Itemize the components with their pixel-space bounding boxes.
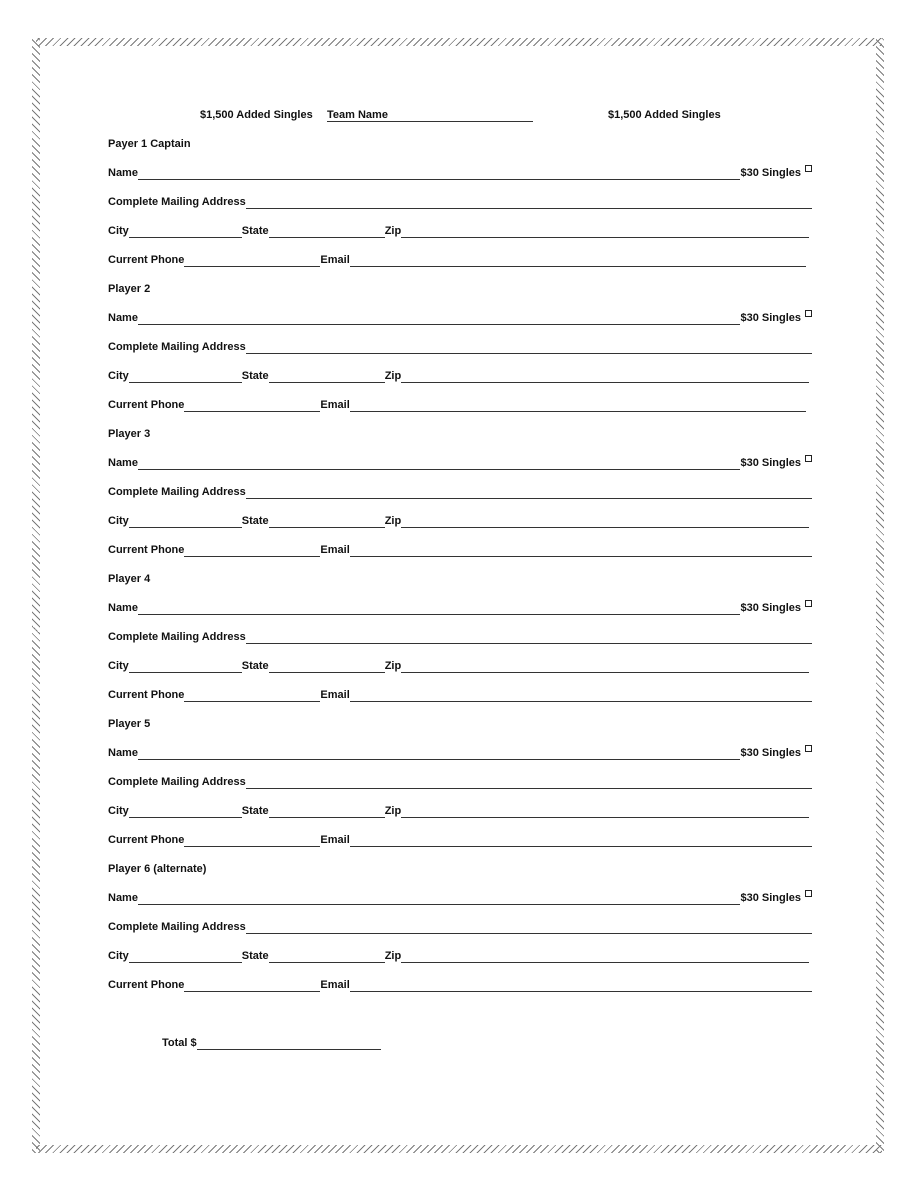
state-blank[interactable]	[269, 369, 385, 383]
email-blank[interactable]	[350, 398, 806, 412]
city-label: City	[108, 950, 129, 962]
address-row	[108, 775, 812, 804]
singles-label: $30 Singles	[740, 312, 801, 324]
city-blank[interactable]	[129, 369, 242, 383]
phone-label: Current Phone	[108, 689, 185, 701]
state-blank[interactable]	[269, 224, 385, 238]
zip-blank[interactable]	[401, 224, 809, 238]
player-title: Player 6 (alternate)	[108, 863, 207, 875]
phone-blank[interactable]	[184, 978, 320, 992]
name-blank[interactable]	[138, 601, 740, 615]
city-label: City	[108, 370, 129, 382]
zip-blank[interactable]	[401, 949, 809, 963]
player-title: Player 4	[108, 573, 151, 585]
email-label: Email	[320, 254, 350, 266]
total-field	[162, 1036, 381, 1050]
decorative-border-bottom	[36, 1145, 882, 1153]
phone-blank[interactable]	[184, 398, 320, 412]
email-label: Email	[320, 689, 350, 701]
singles-checkbox[interactable]	[805, 455, 812, 462]
name-row	[108, 746, 812, 775]
name-blank[interactable]	[138, 166, 740, 180]
team-name-blank[interactable]	[327, 108, 533, 122]
city-blank[interactable]	[129, 514, 242, 528]
singles-checkbox[interactable]	[805, 600, 812, 607]
singles-label: $30 Singles	[740, 747, 801, 759]
email-blank[interactable]	[350, 253, 806, 267]
singles-label: $30 Singles	[740, 167, 801, 179]
name-blank[interactable]	[138, 456, 740, 470]
singles-checkbox[interactable]	[805, 890, 812, 897]
email-blank[interactable]	[350, 833, 812, 847]
name-label: Name	[108, 312, 138, 324]
phone-blank[interactable]	[184, 833, 320, 847]
singles-label: $30 Singles	[740, 602, 801, 614]
address-label: Complete Mailing Address	[108, 196, 246, 208]
phone-email-row	[108, 253, 812, 282]
phone-label: Current Phone	[108, 979, 185, 991]
state-blank[interactable]	[269, 949, 385, 963]
address-label: Complete Mailing Address	[108, 631, 246, 643]
city-blank[interactable]	[129, 224, 242, 238]
player-block	[108, 862, 812, 1007]
player-block	[108, 137, 812, 282]
city-label: City	[108, 225, 129, 237]
address-row	[108, 485, 812, 514]
state-label: State	[241, 515, 269, 527]
name-label: Name	[108, 602, 138, 614]
phone-blank[interactable]	[184, 543, 320, 557]
phone-label: Current Phone	[108, 254, 185, 266]
phone-label: Current Phone	[108, 544, 185, 556]
name-blank[interactable]	[138, 746, 740, 760]
phone-email-row	[108, 688, 812, 717]
address-row	[108, 630, 812, 659]
city-label: City	[108, 805, 129, 817]
city-label: City	[108, 660, 129, 672]
address-blank[interactable]	[246, 920, 812, 934]
team-name-label: Team Name	[327, 109, 388, 121]
singles-checkbox[interactable]	[805, 165, 812, 172]
zip-label: Zip	[384, 950, 402, 962]
state-label: State	[241, 370, 269, 382]
address-label: Complete Mailing Address	[108, 776, 246, 788]
city-state-zip-row	[108, 659, 812, 688]
city-state-zip-row	[108, 224, 812, 253]
email-blank[interactable]	[350, 543, 812, 557]
email-blank[interactable]	[350, 688, 812, 702]
name-row	[108, 166, 812, 195]
zip-label: Zip	[384, 370, 402, 382]
name-label: Name	[108, 892, 138, 904]
name-row	[108, 891, 812, 920]
state-blank[interactable]	[269, 804, 385, 818]
email-label: Email	[320, 834, 350, 846]
player-block	[108, 717, 812, 862]
zip-label: Zip	[384, 660, 402, 672]
header-right-title: $1,500 Added Singles	[608, 109, 721, 121]
decorative-border-right	[876, 38, 884, 1153]
zip-blank[interactable]	[401, 804, 809, 818]
city-state-zip-row	[108, 369, 812, 398]
player-block	[108, 282, 812, 427]
decorative-border-top	[36, 38, 882, 46]
phone-blank[interactable]	[184, 253, 320, 267]
address-blank[interactable]	[246, 775, 812, 789]
address-blank[interactable]	[246, 630, 812, 644]
state-label: State	[241, 950, 269, 962]
player-title: Player 3	[108, 428, 151, 440]
phone-label: Current Phone	[108, 834, 185, 846]
name-blank[interactable]	[138, 311, 740, 325]
state-label: State	[241, 660, 269, 672]
state-label: State	[241, 805, 269, 817]
name-row	[108, 311, 812, 340]
state-blank[interactable]	[269, 659, 385, 673]
address-row	[108, 195, 812, 224]
phone-email-row	[108, 978, 812, 1007]
address-row	[108, 340, 812, 369]
player-title: Player 5	[108, 718, 151, 730]
players-section	[108, 137, 812, 1007]
zip-label: Zip	[384, 225, 402, 237]
city-state-zip-row	[108, 804, 812, 833]
address-label: Complete Mailing Address	[108, 921, 246, 933]
address-label: Complete Mailing Address	[108, 486, 246, 498]
singles-checkbox[interactable]	[805, 745, 812, 752]
singles-label: $30 Singles	[740, 892, 801, 904]
total-blank[interactable]	[197, 1036, 381, 1050]
header-left-title: $1,500 Added Singles	[200, 109, 313, 121]
city-state-zip-row	[108, 514, 812, 543]
singles-checkbox[interactable]	[805, 310, 812, 317]
phone-email-row	[108, 833, 812, 862]
address-label: Complete Mailing Address	[108, 341, 246, 353]
city-state-zip-row	[108, 949, 812, 978]
zip-blank[interactable]	[401, 659, 809, 673]
total-label: Total $	[162, 1037, 197, 1049]
state-label: State	[241, 225, 269, 237]
name-label: Name	[108, 167, 138, 179]
address-row	[108, 920, 812, 949]
name-label: Name	[108, 747, 138, 759]
state-blank[interactable]	[269, 514, 385, 528]
zip-label: Zip	[384, 805, 402, 817]
zip-label: Zip	[384, 515, 402, 527]
phone-email-row	[108, 398, 812, 427]
phone-label: Current Phone	[108, 399, 185, 411]
city-label: City	[108, 515, 129, 527]
zip-blank[interactable]	[401, 514, 809, 528]
name-row	[108, 456, 812, 485]
singles-label: $30 Singles	[740, 457, 801, 469]
email-label: Email	[320, 979, 350, 991]
address-blank[interactable]	[246, 195, 812, 209]
email-label: Email	[320, 544, 350, 556]
email-label: Email	[320, 399, 350, 411]
address-blank[interactable]	[246, 340, 812, 354]
zip-blank[interactable]	[401, 369, 809, 383]
name-label: Name	[108, 457, 138, 469]
player-title: Player 2	[108, 283, 151, 295]
player-block	[108, 572, 812, 717]
name-blank[interactable]	[138, 891, 740, 905]
phone-email-row	[108, 543, 812, 572]
city-blank[interactable]	[129, 949, 242, 963]
player-title: Payer 1 Captain	[108, 138, 191, 150]
player-block	[108, 427, 812, 572]
city-blank[interactable]	[129, 659, 242, 673]
email-blank[interactable]	[350, 978, 812, 992]
phone-blank[interactable]	[184, 688, 320, 702]
city-blank[interactable]	[129, 804, 242, 818]
decorative-border-left	[32, 38, 40, 1153]
address-blank[interactable]	[246, 485, 812, 499]
name-row	[108, 601, 812, 630]
